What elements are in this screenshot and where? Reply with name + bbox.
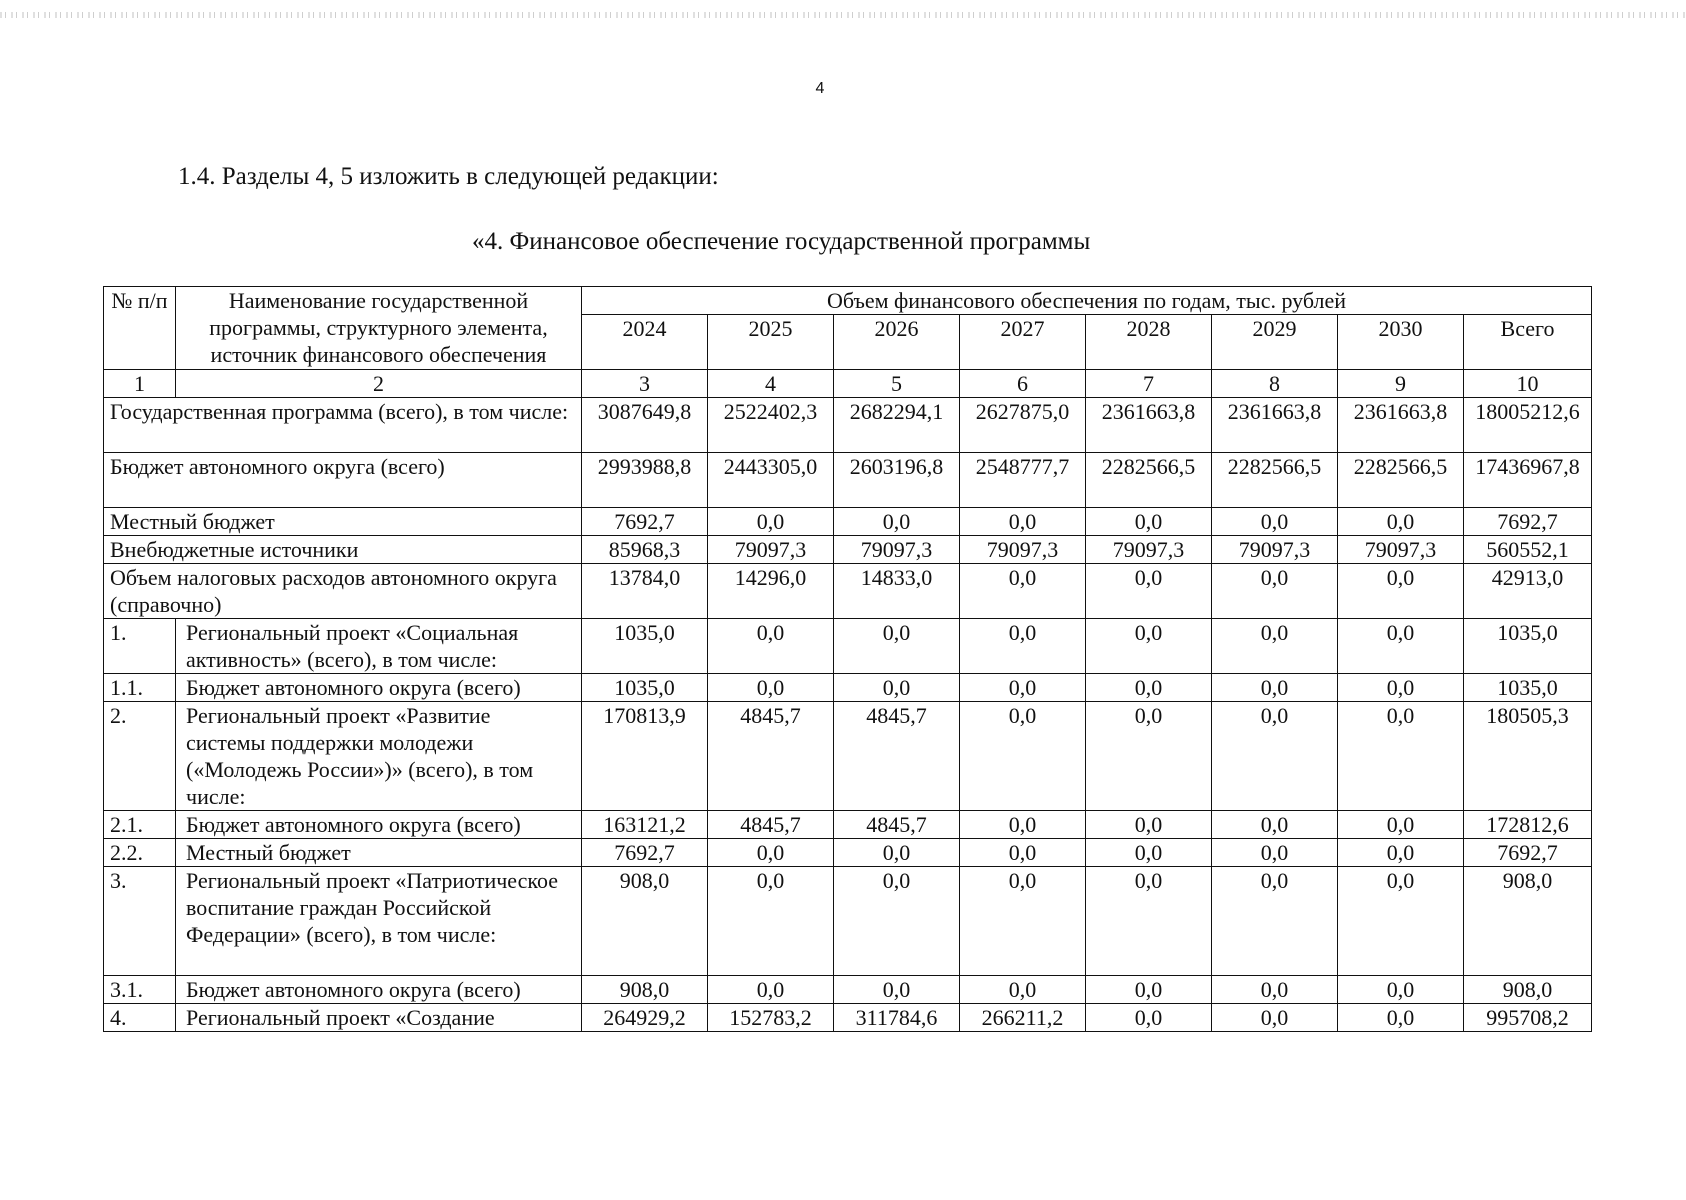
row-value: 2361663,8 bbox=[1086, 398, 1212, 453]
row-value: 0,0 bbox=[960, 619, 1086, 674]
row-value: 0,0 bbox=[1338, 702, 1464, 811]
row-value: 0,0 bbox=[708, 839, 834, 867]
row-total: 560552,1 bbox=[1464, 536, 1592, 564]
row-value: 4845,7 bbox=[708, 702, 834, 811]
row-value: 85968,3 bbox=[582, 536, 708, 564]
column-number: 3 bbox=[582, 370, 708, 398]
table-row bbox=[104, 702, 1592, 811]
row-value: 2993988,8 bbox=[582, 453, 708, 508]
header-year: 2030 bbox=[1338, 315, 1464, 370]
table-row bbox=[104, 867, 1592, 976]
row-value: 0,0 bbox=[1338, 1004, 1464, 1032]
row-name: Региональный проект «Патриотическое воспитание граждан Российской Федерации» (всего), в том числе: bbox=[176, 867, 582, 976]
row-value: 4845,7 bbox=[834, 702, 960, 811]
row-number: 1.1. bbox=[104, 674, 176, 702]
row-total: 42913,0 bbox=[1464, 564, 1592, 619]
page-number: 4 bbox=[815, 80, 825, 97]
row-value: 3087649,8 bbox=[582, 398, 708, 453]
row-value: 2603196,8 bbox=[834, 453, 960, 508]
row-value: 79097,3 bbox=[708, 536, 834, 564]
column-number: 8 bbox=[1212, 370, 1338, 398]
row-value: 0,0 bbox=[1086, 811, 1212, 839]
row-value: 266211,2 bbox=[960, 1004, 1086, 1032]
row-number: 1. bbox=[104, 619, 176, 674]
row-value: 0,0 bbox=[1212, 702, 1338, 811]
row-value: 0,0 bbox=[960, 811, 1086, 839]
row-value: 0,0 bbox=[834, 867, 960, 976]
row-value: 0,0 bbox=[960, 508, 1086, 536]
row-total: 908,0 bbox=[1464, 976, 1592, 1004]
header-total: Всего bbox=[1464, 315, 1592, 370]
row-value: 14296,0 bbox=[708, 564, 834, 619]
table-row bbox=[104, 453, 1592, 508]
row-value: 2282566,5 bbox=[1338, 453, 1464, 508]
row-value: 0,0 bbox=[1212, 674, 1338, 702]
row-value: 0,0 bbox=[1086, 702, 1212, 811]
row-value: 163121,2 bbox=[582, 811, 708, 839]
row-value: 0,0 bbox=[1086, 839, 1212, 867]
table-row bbox=[104, 398, 1592, 453]
row-value: 0,0 bbox=[960, 564, 1086, 619]
table-row bbox=[104, 508, 1592, 536]
column-number: 7 bbox=[1086, 370, 1212, 398]
row-number: 3. bbox=[104, 867, 176, 976]
header-year: 2026 bbox=[834, 315, 960, 370]
row-value: 0,0 bbox=[1212, 811, 1338, 839]
row-value: 79097,3 bbox=[1212, 536, 1338, 564]
row-value: 0,0 bbox=[708, 508, 834, 536]
row-value: 79097,3 bbox=[1338, 536, 1464, 564]
row-name: Государственная программа (всего), в том числе: bbox=[104, 398, 582, 453]
row-value: 0,0 bbox=[1338, 674, 1464, 702]
row-value: 0,0 bbox=[1086, 867, 1212, 976]
row-value: 4845,7 bbox=[834, 811, 960, 839]
header-col-number: № п/п bbox=[104, 287, 176, 370]
row-value: 2682294,1 bbox=[834, 398, 960, 453]
row-name: Бюджет автономного округа (всего) bbox=[176, 811, 582, 839]
row-total: 7692,7 bbox=[1464, 839, 1592, 867]
table-row bbox=[104, 1004, 1592, 1032]
row-name: Местный бюджет bbox=[176, 839, 582, 867]
row-value: 0,0 bbox=[960, 839, 1086, 867]
row-value: 0,0 bbox=[1338, 976, 1464, 1004]
row-name: Объем налоговых расходов автономного округа (справочно) bbox=[104, 564, 582, 619]
row-name: Региональный проект «Создание bbox=[176, 1004, 582, 1032]
row-value: 2627875,0 bbox=[960, 398, 1086, 453]
row-value: 1035,0 bbox=[582, 619, 708, 674]
column-number: 4 bbox=[708, 370, 834, 398]
row-name: Бюджет автономного округа (всего) bbox=[104, 453, 582, 508]
row-value: 0,0 bbox=[960, 674, 1086, 702]
row-value: 152783,2 bbox=[708, 1004, 834, 1032]
row-value: 0,0 bbox=[1338, 811, 1464, 839]
row-value: 0,0 bbox=[1212, 564, 1338, 619]
row-value: 0,0 bbox=[708, 619, 834, 674]
row-value: 908,0 bbox=[582, 867, 708, 976]
scan-edge-artifact bbox=[0, 12, 1686, 18]
row-value: 0,0 bbox=[1338, 619, 1464, 674]
row-total: 180505,3 bbox=[1464, 702, 1592, 811]
row-value: 0,0 bbox=[1212, 508, 1338, 536]
row-value: 0,0 bbox=[960, 702, 1086, 811]
column-number: 2 bbox=[176, 370, 582, 398]
financing-table bbox=[103, 286, 1592, 1032]
row-value: 0,0 bbox=[834, 976, 960, 1004]
row-value: 0,0 bbox=[1086, 1004, 1212, 1032]
financing-table-body bbox=[104, 287, 1592, 1032]
row-value: 0,0 bbox=[708, 867, 834, 976]
row-value: 0,0 bbox=[708, 976, 834, 1004]
row-value: 0,0 bbox=[1338, 867, 1464, 976]
row-value: 2548777,7 bbox=[960, 453, 1086, 508]
table-row bbox=[104, 811, 1592, 839]
row-value: 13784,0 bbox=[582, 564, 708, 619]
row-value: 0,0 bbox=[1086, 508, 1212, 536]
row-value: 0,0 bbox=[1086, 976, 1212, 1004]
row-value: 0,0 bbox=[1212, 976, 1338, 1004]
row-value: 2282566,5 bbox=[1086, 453, 1212, 508]
table-row bbox=[104, 619, 1592, 674]
row-value: 0,0 bbox=[834, 674, 960, 702]
row-value: 4845,7 bbox=[708, 811, 834, 839]
row-value: 14833,0 bbox=[834, 564, 960, 619]
table-row bbox=[104, 839, 1592, 867]
row-value: 0,0 bbox=[834, 619, 960, 674]
table-row bbox=[104, 564, 1592, 619]
section-heading: «4. Финансовое обеспечение государственной программы bbox=[472, 228, 1091, 255]
row-value: 0,0 bbox=[1338, 508, 1464, 536]
row-number: 2. bbox=[104, 702, 176, 811]
header-col-name: Наименование государственной программы, структурного элемента, источник финансового обеспечения bbox=[176, 287, 582, 370]
row-value: 0,0 bbox=[1212, 619, 1338, 674]
row-value: 2282566,5 bbox=[1212, 453, 1338, 508]
row-value: 2361663,8 bbox=[1338, 398, 1464, 453]
row-value: 1035,0 bbox=[582, 674, 708, 702]
column-number: 9 bbox=[1338, 370, 1464, 398]
row-value: 7692,7 bbox=[582, 839, 708, 867]
row-value: 79097,3 bbox=[834, 536, 960, 564]
column-number-row bbox=[104, 370, 1592, 398]
row-total: 1035,0 bbox=[1464, 674, 1592, 702]
row-name: Региональный проект «Социальная активность» (всего), в том числе: bbox=[176, 619, 582, 674]
table-header-row bbox=[104, 287, 1592, 315]
row-number: 4. bbox=[104, 1004, 176, 1032]
table-row bbox=[104, 536, 1592, 564]
row-value: 311784,6 bbox=[834, 1004, 960, 1032]
header-year: 2024 bbox=[582, 315, 708, 370]
row-name: Бюджет автономного округа (всего) bbox=[176, 976, 582, 1004]
row-total: 7692,7 bbox=[1464, 508, 1592, 536]
row-name: Региональный проект «Развитие системы поддержки молодежи («Молодежь России»)» (всего), в том числе: bbox=[176, 702, 582, 811]
row-name: Местный бюджет bbox=[104, 508, 582, 536]
row-value: 0,0 bbox=[1212, 1004, 1338, 1032]
row-value: 0,0 bbox=[1338, 564, 1464, 619]
row-total: 908,0 bbox=[1464, 867, 1592, 976]
row-number: 3.1. bbox=[104, 976, 176, 1004]
row-total: 18005212,6 bbox=[1464, 398, 1592, 453]
row-number: 2.2. bbox=[104, 839, 176, 867]
row-total: 995708,2 bbox=[1464, 1004, 1592, 1032]
row-value: 0,0 bbox=[960, 976, 1086, 1004]
row-value: 2361663,8 bbox=[1212, 398, 1338, 453]
header-year: 2025 bbox=[708, 315, 834, 370]
row-name: Бюджет автономного округа (всего) bbox=[176, 674, 582, 702]
row-value: 0,0 bbox=[834, 508, 960, 536]
row-value: 79097,3 bbox=[960, 536, 1086, 564]
row-value: 170813,9 bbox=[582, 702, 708, 811]
header-year: 2027 bbox=[960, 315, 1086, 370]
row-value: 0,0 bbox=[1086, 619, 1212, 674]
row-value: 0,0 bbox=[1086, 674, 1212, 702]
row-value: 2522402,3 bbox=[708, 398, 834, 453]
row-value: 0,0 bbox=[1086, 564, 1212, 619]
row-value: 2443305,0 bbox=[708, 453, 834, 508]
row-name: Внебюджетные источники bbox=[104, 536, 582, 564]
row-value: 264929,2 bbox=[582, 1004, 708, 1032]
row-value: 0,0 bbox=[1212, 839, 1338, 867]
header-year: 2029 bbox=[1212, 315, 1338, 370]
column-number: 6 bbox=[960, 370, 1086, 398]
row-number: 2.1. bbox=[104, 811, 176, 839]
row-value: 0,0 bbox=[1212, 867, 1338, 976]
amendment-intro: 1.4. Разделы 4, 5 изложить в следующей редакции: bbox=[178, 163, 719, 190]
column-number: 10 bbox=[1464, 370, 1592, 398]
row-value: 0,0 bbox=[708, 674, 834, 702]
column-number: 1 bbox=[104, 370, 176, 398]
row-total: 1035,0 bbox=[1464, 619, 1592, 674]
row-total: 172812,6 bbox=[1464, 811, 1592, 839]
table-row bbox=[104, 976, 1592, 1004]
table-row bbox=[104, 674, 1592, 702]
column-number: 5 bbox=[834, 370, 960, 398]
row-value: 908,0 bbox=[582, 976, 708, 1004]
row-value: 7692,7 bbox=[582, 508, 708, 536]
row-value: 79097,3 bbox=[1086, 536, 1212, 564]
row-value: 0,0 bbox=[1338, 839, 1464, 867]
row-value: 0,0 bbox=[960, 867, 1086, 976]
header-group-volume: Объем финансового обеспечения по годам, тыс. рублей bbox=[582, 287, 1592, 315]
header-year: 2028 bbox=[1086, 315, 1212, 370]
row-total: 17436967,8 bbox=[1464, 453, 1592, 508]
row-value: 0,0 bbox=[834, 839, 960, 867]
